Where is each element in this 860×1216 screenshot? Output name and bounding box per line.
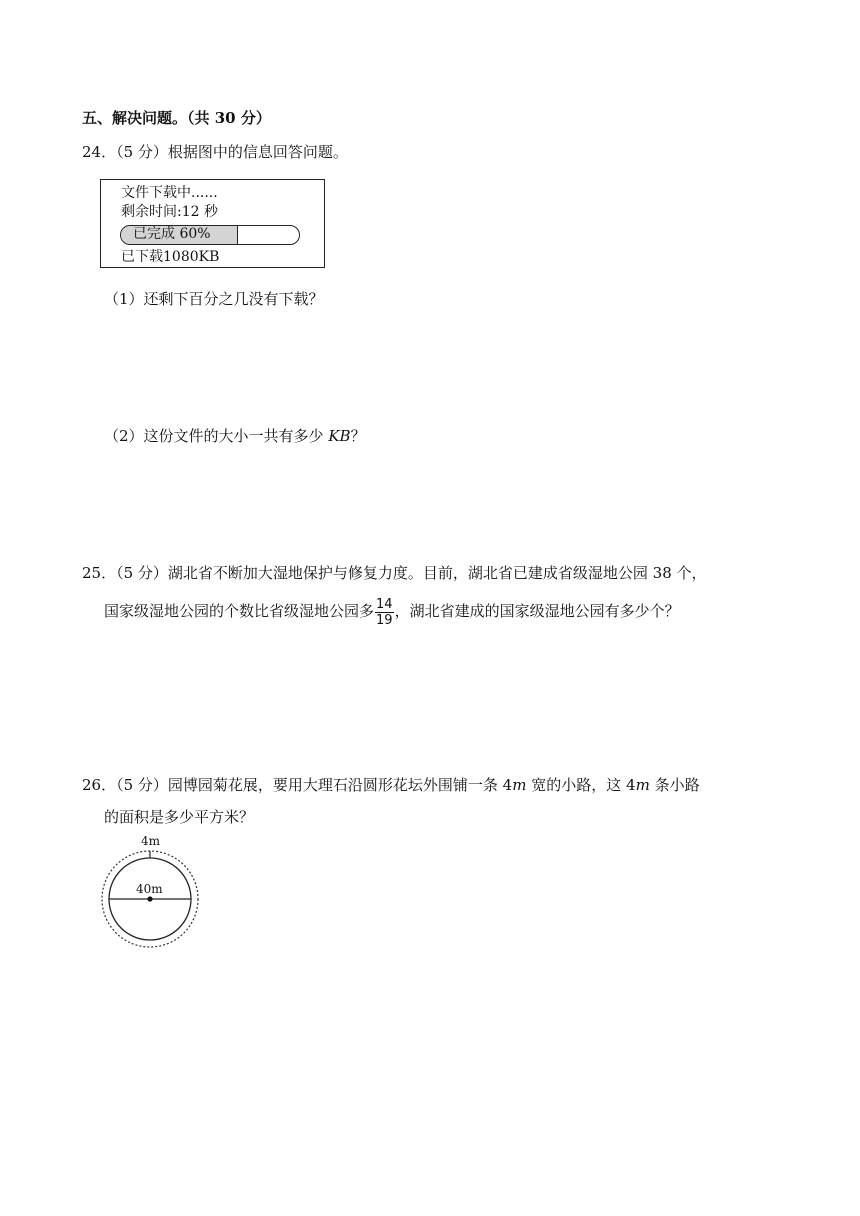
- center-point: [147, 896, 152, 901]
- progress-bar: [120, 225, 300, 245]
- question-25-line-2: 国家级湿地公园的个数比省级湿地公园多 $\frac{14}{19}$ ，湖北省建成的国家级湿地公园有多少个？: [104, 596, 680, 628]
- downloaded-size-text: 已下载1080KB: [121, 249, 220, 265]
- question-24-stem: [82, 141, 348, 163]
- question-24-part-1: （1）还剩下百分之几没有下载？: [104, 290, 324, 308]
- question-26-line-2: 的面积是多少平方米？: [104, 808, 255, 826]
- section-heading: 五、解决问题。（共 30 分）: [82, 109, 271, 127]
- fraction: $\frac{14}{19}$: [376, 596, 393, 628]
- question-number: 24．: [82, 143, 117, 161]
- question-text: （5 分）根据图中的信息回答问题。: [116, 143, 348, 161]
- question-number: 25．: [82, 564, 117, 582]
- circular-flowerbed-figure: [100, 830, 200, 948]
- download-progress-figure: [100, 179, 325, 268]
- question-26-line-1: 26．（5 分）园博园菊花展，要用大理石沿圆形花坛外围铺一条 4m 宽的小路，这 4m 条小路: [82, 776, 700, 794]
- question-number: 26．: [82, 776, 117, 794]
- question-25-line-1: 25．（5 分）湖北省不断加大湿地保护与修复力度。目前，湖北省已建成省级湿地公园 38 个，: [82, 564, 707, 582]
- download-status-text: 文件下载中......: [121, 185, 218, 201]
- remaining-time-text: 剩余时间:12 秒: [121, 204, 218, 220]
- path-width-label: 4m: [141, 834, 161, 848]
- diameter-label: 40m: [136, 882, 163, 896]
- question-24-part-2: （2）这份文件的大小一共有多少 KB？: [104, 427, 366, 445]
- progress-label: 已完成 60%: [133, 226, 211, 242]
